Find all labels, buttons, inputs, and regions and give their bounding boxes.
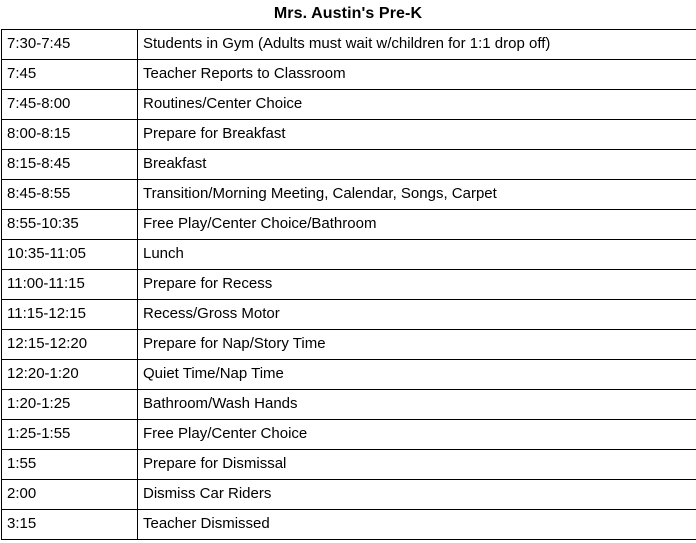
table-row — [2, 480, 696, 510]
table-row — [2, 420, 696, 450]
time-cell: 11:15-12:15 — [2, 300, 138, 330]
table-row — [2, 150, 696, 180]
time-cell: 8:55-10:35 — [2, 210, 138, 240]
table-row — [2, 180, 696, 210]
table-row — [2, 90, 696, 120]
activity-cell: Transition/Morning Meeting, Calendar, Songs, Carpet — [138, 180, 696, 210]
time-cell: 3:15 — [2, 510, 138, 540]
time-cell: 8:15-8:45 — [2, 150, 138, 180]
activity-cell: Students in Gym (Adults must wait w/children for 1:1 drop off) — [138, 30, 696, 60]
table-row — [2, 330, 696, 360]
activity-cell: Dismiss Car Riders — [138, 480, 696, 510]
table-row — [2, 30, 696, 60]
table-row — [2, 360, 696, 390]
table-row — [2, 270, 696, 300]
activity-cell: Bathroom/Wash Hands — [138, 390, 696, 420]
time-cell: 12:15-12:20 — [2, 330, 138, 360]
activity-cell: Prepare for Dismissal — [138, 450, 696, 480]
time-cell: 11:00-11:15 — [2, 270, 138, 300]
table-row — [2, 210, 696, 240]
activity-cell: Routines/Center Choice — [138, 90, 696, 120]
table-row — [2, 60, 696, 90]
table-row — [2, 240, 696, 270]
activity-cell: Recess/Gross Motor — [138, 300, 696, 330]
page-title: Mrs. Austin's Pre-K — [273, 5, 423, 22]
time-cell: 1:55 — [2, 450, 138, 480]
table-row — [2, 390, 696, 420]
activity-cell: Prepare for Recess — [138, 270, 696, 300]
activity-cell: Prepare for Nap/Story Time — [138, 330, 696, 360]
activity-cell: Quiet Time/Nap Time — [138, 360, 696, 390]
time-cell: 1:25-1:55 — [2, 420, 138, 450]
activity-cell: Free Play/Center Choice — [138, 420, 696, 450]
activity-cell: Teacher Dismissed — [138, 510, 696, 540]
schedule-table — [1, 29, 696, 540]
time-cell: 12:20-1:20 — [2, 360, 138, 390]
activity-cell: Teacher Reports to Classroom — [138, 60, 696, 90]
time-cell: 7:45 — [2, 60, 138, 90]
activity-cell: Free Play/Center Choice/Bathroom — [138, 210, 696, 240]
time-cell: 8:45-8:55 — [2, 180, 138, 210]
time-cell: 7:30-7:45 — [2, 30, 138, 60]
time-cell: 7:45-8:00 — [2, 90, 138, 120]
table-row — [2, 450, 696, 480]
table-row — [2, 510, 696, 540]
table-row — [2, 120, 696, 150]
activity-cell: Lunch — [138, 240, 696, 270]
table-row — [2, 300, 696, 330]
time-cell: 2:00 — [2, 480, 138, 510]
time-cell: 8:00-8:15 — [2, 120, 138, 150]
activity-cell: Breakfast — [138, 150, 696, 180]
time-cell: 1:20-1:25 — [2, 390, 138, 420]
time-cell: 10:35-11:05 — [2, 240, 138, 270]
activity-cell: Prepare for Breakfast — [138, 120, 696, 150]
schedule-table-body — [2, 30, 696, 540]
